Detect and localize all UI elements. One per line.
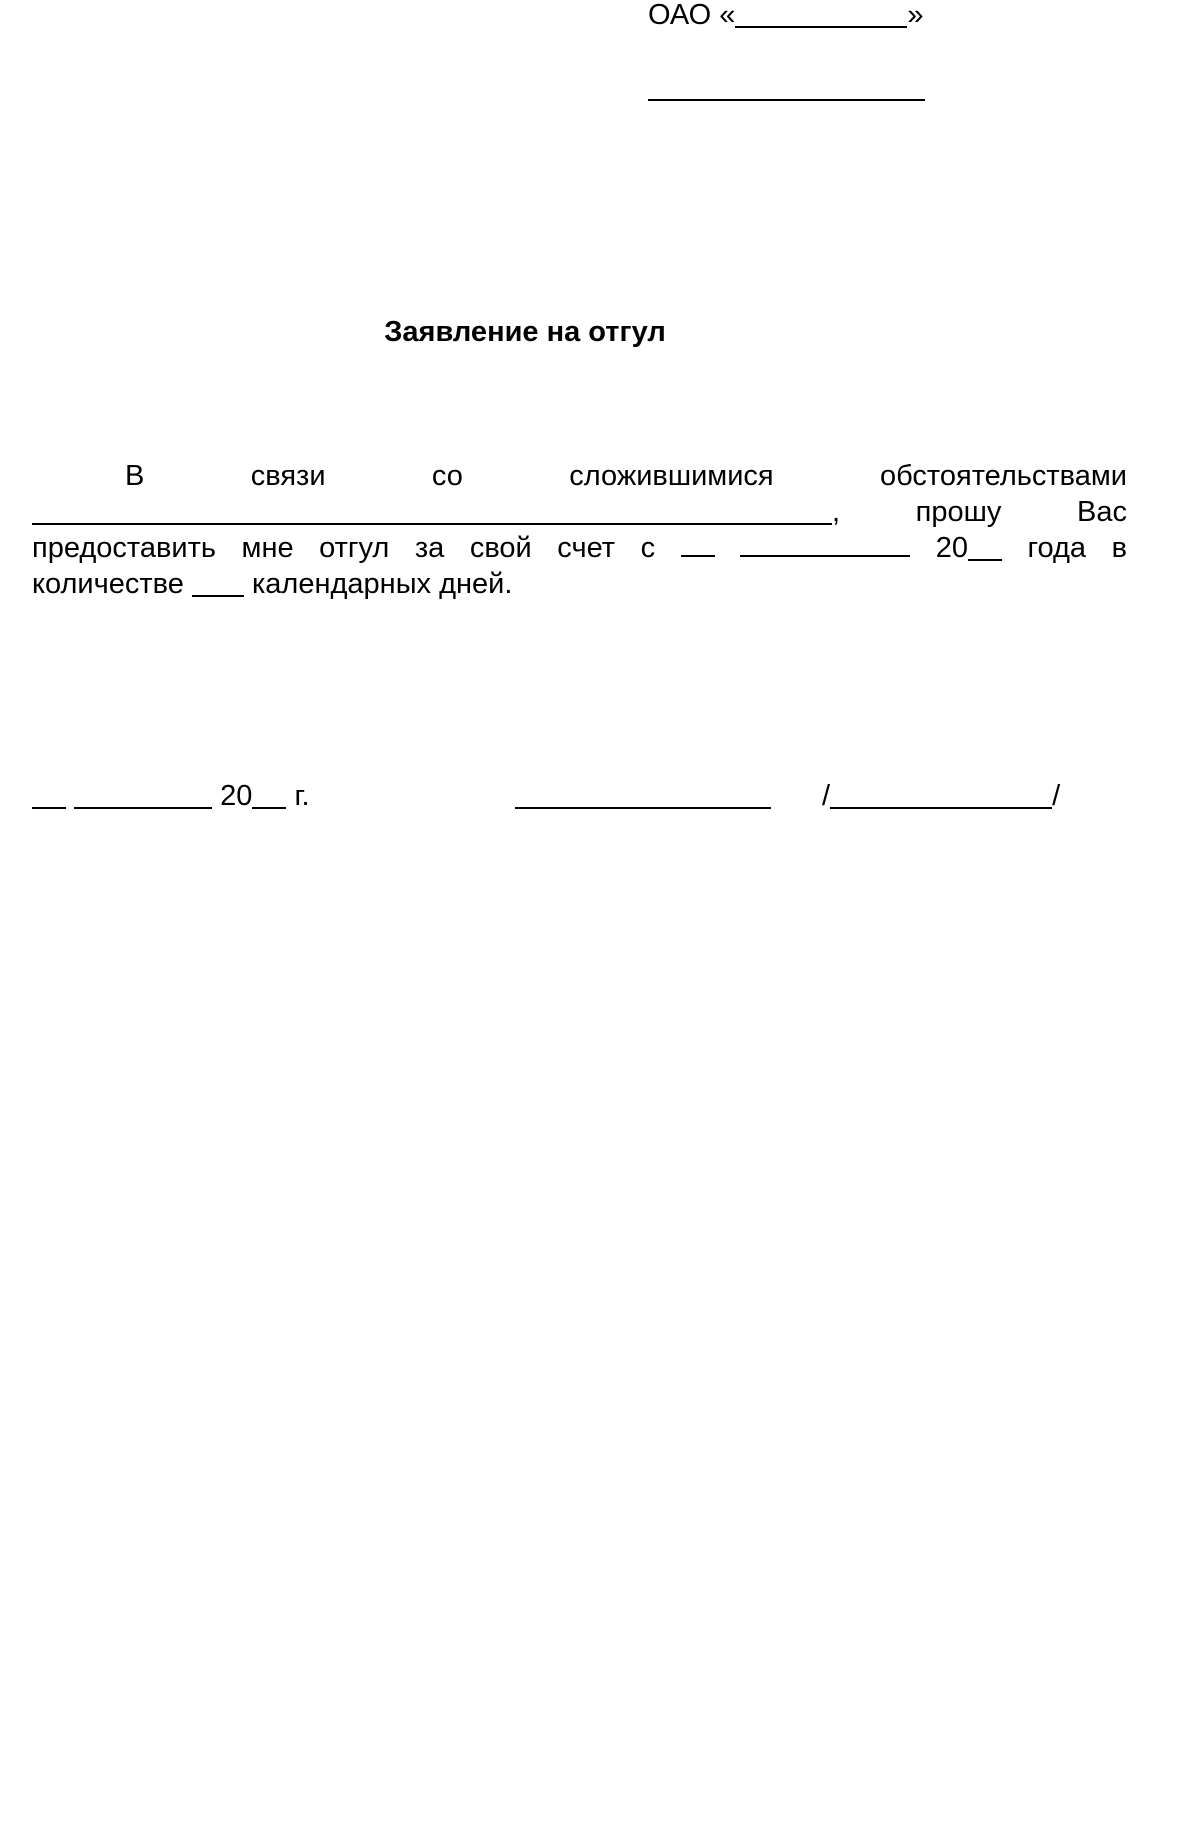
body-line-3: [32, 530, 1127, 566]
reason-field: [32, 494, 840, 530]
body-word: со: [431, 460, 463, 492]
body-word: мне: [241, 532, 294, 564]
name-decoding-field: [822, 778, 1060, 814]
body-word: за: [414, 532, 445, 564]
start-year-blank[interactable]: [968, 535, 1002, 561]
year-prefix: 20: [935, 532, 968, 564]
body-line-4: [32, 566, 1127, 602]
slash-open: /: [822, 780, 831, 812]
body-word: отгул: [319, 532, 390, 564]
body-word: свой: [469, 532, 532, 564]
date-year-suffix: г.: [286, 780, 310, 812]
org-name-blank[interactable]: [735, 2, 907, 28]
slash-close: /: [1052, 780, 1061, 812]
body-word: связи: [250, 460, 326, 492]
name-decoding-blank[interactable]: [830, 783, 1052, 809]
start-month-blank[interactable]: [740, 531, 910, 557]
reason-blank[interactable]: [32, 499, 832, 525]
date-month-blank[interactable]: [74, 783, 212, 809]
org-suffix: »: [907, 0, 924, 31]
start-year-field: [936, 530, 1002, 566]
days-prefix: количестве: [32, 568, 192, 600]
date-day-blank[interactable]: [32, 783, 66, 809]
reason-comma: ,: [832, 496, 841, 528]
addressee-blank[interactable]: [648, 99, 925, 101]
body-word: прошу: [915, 496, 1002, 528]
body-line-1: [32, 458, 1127, 494]
signature-field: [515, 778, 771, 814]
date-field: [32, 778, 310, 814]
org-prefix: ОАО «: [648, 0, 736, 31]
body-word: предоставить: [32, 532, 216, 564]
body-line-2: [32, 494, 1127, 530]
body-word: с: [640, 532, 656, 564]
body-word: в: [1111, 532, 1127, 564]
days-count-blank[interactable]: [192, 571, 244, 597]
body-word: Вас: [1077, 496, 1127, 528]
body-word: счет: [557, 532, 616, 564]
date-year-blank[interactable]: [252, 783, 286, 809]
organization-line: [648, 0, 924, 33]
days-suffix: календарных дней.: [243, 568, 513, 600]
body-word: года: [1027, 532, 1087, 564]
signature-blank[interactable]: [515, 783, 771, 809]
application-body: [32, 458, 1127, 602]
start-day-blank[interactable]: [681, 531, 715, 557]
date-signature-row: [32, 778, 1132, 818]
body-word: сложившимися: [569, 460, 774, 492]
body-word: обстоятельствами: [880, 460, 1127, 492]
body-word: В: [125, 460, 145, 492]
date-year-prefix: 20: [220, 780, 253, 812]
document-title: Заявление на отгул: [384, 316, 666, 348]
